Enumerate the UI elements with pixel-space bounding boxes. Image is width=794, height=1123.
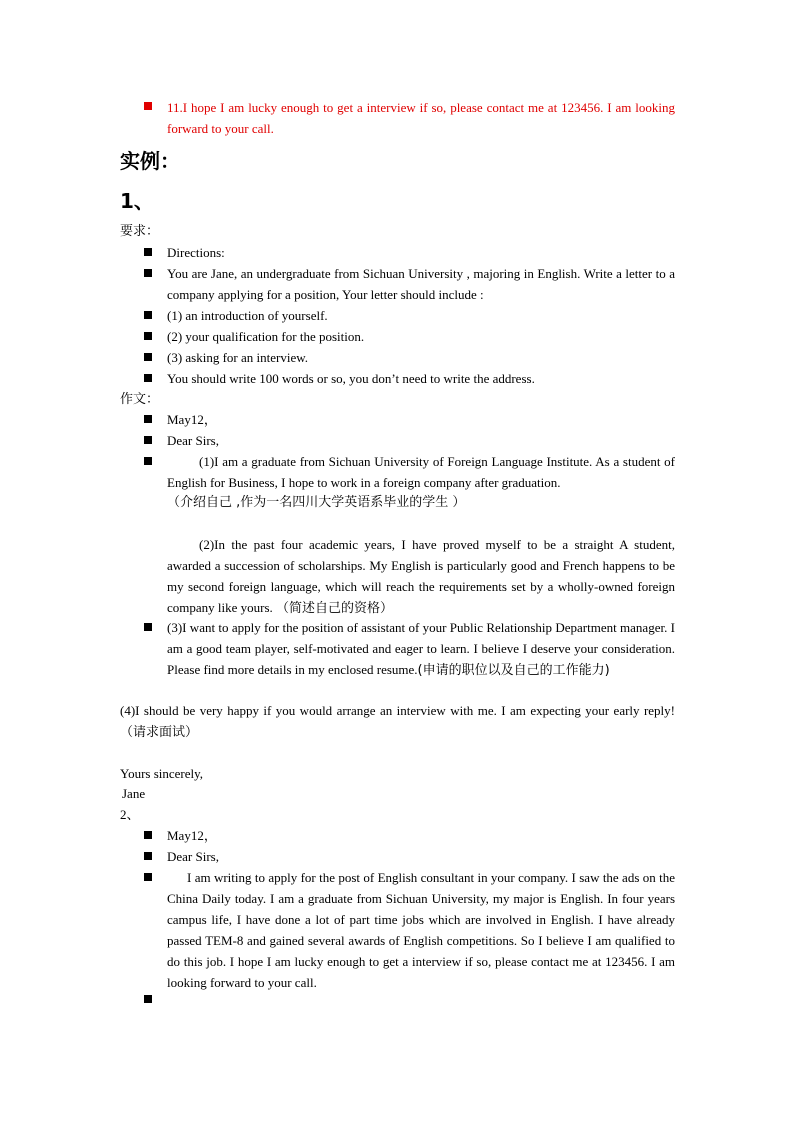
- essay-label: 作文：: [120, 392, 160, 407]
- bullet-icon: [144, 374, 152, 382]
- paragraph-3-note: (申请的职位以及自己的工作能力): [417, 663, 610, 678]
- bullet-icon: [144, 995, 152, 1003]
- requirement-item: (2) your qualification for the position.: [167, 329, 365, 344]
- example-2-number: 2、: [120, 807, 140, 822]
- letter-closing: Yours sincerely,: [120, 766, 204, 781]
- paragraph-1-text: (1)I am a graduate from Sichuan University of Foreign Language Institute. As a student of English for Business, I hope to work in a foreign company after graduation.: [167, 454, 675, 490]
- requirement-item: You should write 100 words or so, you don’t need to write the address.: [167, 371, 535, 386]
- letter-salutation: Dear Sirs,: [167, 433, 219, 448]
- bullet-icon: [144, 311, 152, 319]
- letter-date: May12，: [167, 412, 217, 427]
- example-1-number: 1、: [120, 189, 154, 213]
- bullet-icon: [144, 332, 152, 340]
- example-heading: 实例：: [120, 149, 180, 173]
- bullet-icon: [144, 269, 152, 277]
- requirement-item: (1) an introduction of yourself.: [167, 308, 328, 323]
- bullet-icon: [144, 623, 152, 631]
- bullet-icon: [144, 102, 152, 110]
- bullet-icon: [144, 873, 152, 881]
- letter-paragraph-2: [167, 534, 675, 619]
- example-2-date: May12，: [167, 828, 217, 843]
- example-2-body-text: I am writing to apply for the post of English consultant in your company. I saw the ads on the China Daily today. I am a graduate from Sichuan University, my major is English. In four years campus life, I have done a lot of part time jobs which are involved in English. I have already passed TEM-8 and gained several awards of English competitions. So I believe I am qualified to do this job. I hope I am lucky enough to get a interview if so, please contact me at 123456. I am looking forward to your call.: [167, 870, 675, 990]
- paragraph-1-note: （介绍自己 ,作为一名四川大学英语系毕业的学生 ）: [167, 495, 466, 510]
- paragraph-3-text: (3)I want to apply for the position of assistant of your Public Relationship Department manager. I am a good team player, self-motivated and eager to learn. I believe I deserve your consideration. Please find more details in my enclosed resume.: [167, 620, 675, 677]
- requirement-item: You are Jane, an undergraduate from Sichuan University , majoring in English. Write a letter to a company applying for a position, Your letter should include :: [167, 266, 675, 302]
- letter-paragraph-3: [167, 617, 675, 681]
- bullet-icon: [144, 831, 152, 839]
- bullet-icon: [144, 852, 152, 860]
- example-2-body: [167, 867, 675, 993]
- example-2-salutation: Dear Sirs,: [167, 849, 219, 864]
- paragraph-2-note: （简述自己的资格）: [276, 601, 394, 616]
- bullet-icon: [144, 436, 152, 444]
- requirement-item: (3) asking for an interview.: [167, 350, 309, 365]
- letter-paragraph-4: [120, 700, 675, 743]
- requirements-label: 要求：: [120, 224, 160, 239]
- bullet-icon: [144, 415, 152, 423]
- paragraph-4-note: （请求面试）: [120, 725, 199, 740]
- requirement-item: Directions:: [167, 245, 225, 260]
- paragraph-2-text: (2)In the past four academic years, I have proved myself to be a straight A student, awarded a succession of scholarships. My English is particularly good and French happens to be my second foreign language, which will reach the requirements set by a wholly-owned foreign company like yours.: [167, 537, 675, 615]
- bullet-icon: [144, 353, 152, 361]
- top-list-item: 11.I hope I am lucky enough to get a interview if so, please contact me at 123456. I am looking forward to your call.: [167, 100, 675, 136]
- bullet-icon: [144, 457, 152, 465]
- letter-paragraph-1: [167, 451, 675, 493]
- bullet-icon: [144, 248, 152, 256]
- letter-signature: Jane: [122, 786, 146, 801]
- paragraph-4-text: (4)I should be very happy if you would arrange an interview with me. I am expecting your early reply!: [120, 703, 675, 718]
